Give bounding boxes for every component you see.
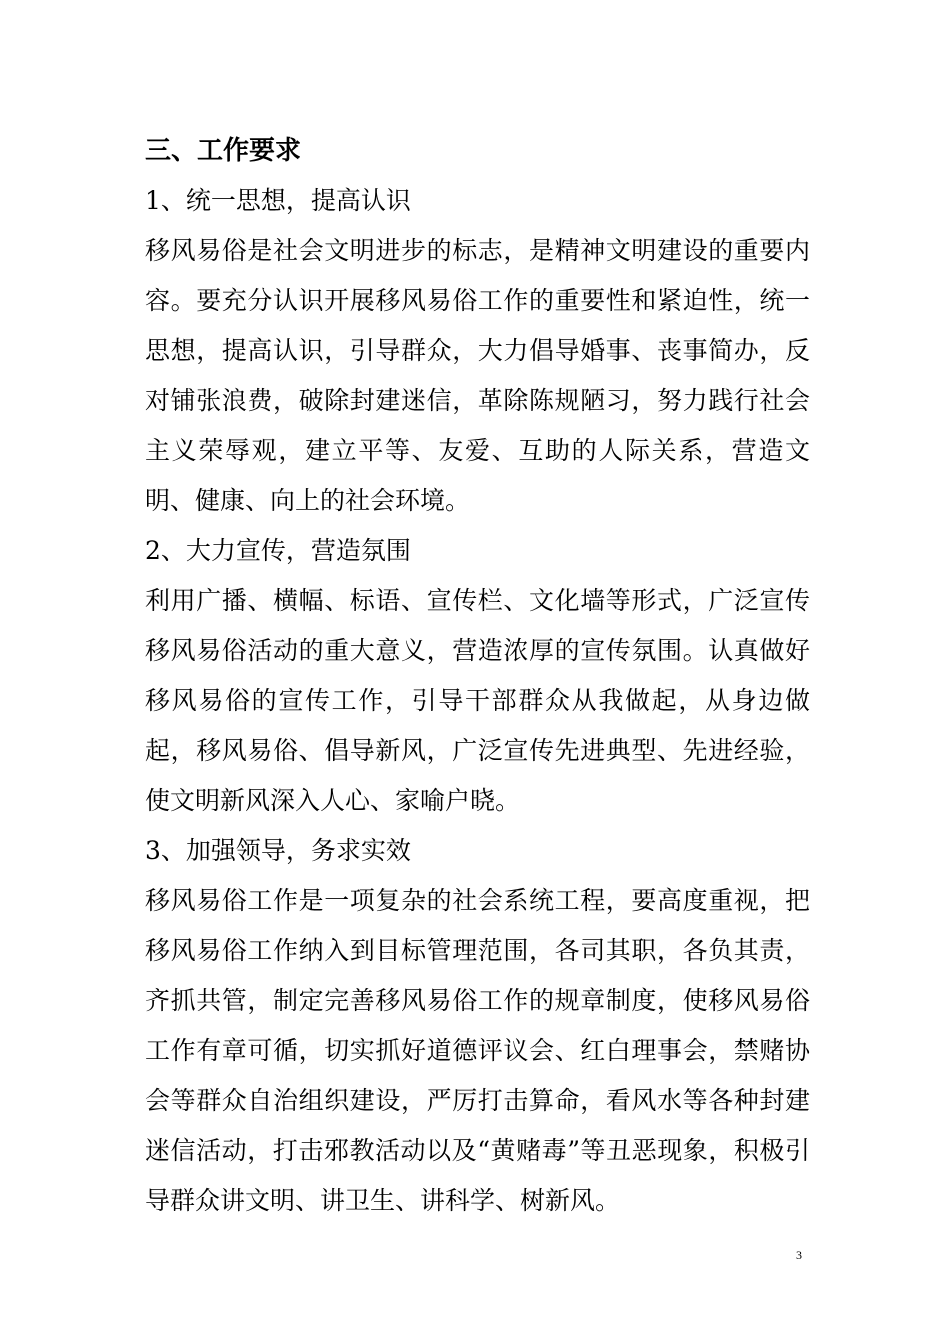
item-paragraph-3: 移风易俗工作是一项复杂的社会系统工程，要高度重视，把移风易俗工作纳入到目标管理范围，各司其职，各负其责，齐抓共管，制定完善移风易俗工作的规章制度，使移风易俗工作有章可循，切实抓好道德评议会、红白理事会，禁赌协会等群众自治组织建设，严厉打击算命，看风水等各种封建迷信活动，打击邪教活动以及“黄赌毒”等丑恶现象，积极引导群众讲文明、讲卫生、讲科学、树新风。 [145,886,810,1215]
item-paragraph-1: 移风易俗是社会文明进步的标志，是精神文明建设的重要内容。要充分认识开展移风易俗工作的重要性和紧迫性，统一思想，提高认识，引导群众，大力倡导婚事、丧事简办，反对铺张浪费，破除封建迷信，革除陈规陋习，努力践行社会主义荣辱观，建立平等、友爱、互助的人际关系，营造文明、健康、向上的社会环境。 [145,236,810,515]
item-heading-3: 3、加强领导，务求实效 [145,836,411,865]
item-heading-1: 1、统一思想，提高认识 [145,186,411,215]
item-heading-2: 2、大力宣传，营造氛围 [145,536,411,565]
item-paragraph-2: 利用广播、横幅、标语、宣传栏、文化墙等形式，广泛宣传移风易俗活动的重大意义，营造浓厚的宣传氛围。认真做好移风易俗的宣传工作，引导干部群众从我做起，从身边做起，移风易俗、倡导新风，广泛宣传先进典型、先进经验，使文明新风深入人心、家喻户晓。 [145,586,810,815]
document-body [145,126,810,1226]
page-number: 3 [796,1248,802,1262]
section-title: 三、工作要求 [145,136,302,166]
